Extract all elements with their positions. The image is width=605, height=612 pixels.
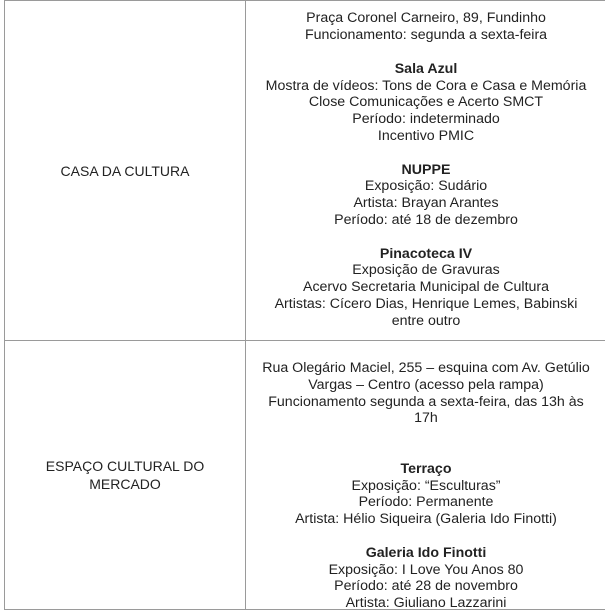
detail-line: Período: Permanente <box>254 494 598 511</box>
detail-line: Período: até 18 de dezembro <box>254 212 598 229</box>
detail-line: Artistas: Cícero Dias, Henrique Lemes, Babinski <box>254 296 598 313</box>
section-heading: NUPPE <box>254 162 598 179</box>
venue-cell <box>5 341 246 610</box>
spacer <box>254 427 598 444</box>
detail-line: Artista: Hélio Siqueira (Galeria Ido Finotti) <box>254 511 598 528</box>
venue-name: CASA DA CULTURA <box>5 162 245 180</box>
spacer <box>254 145 598 162</box>
venue-name: ESPAÇO CULTURAL DO MERCADO <box>5 457 245 493</box>
detail-line: Rua Olegário Maciel, 255 – esquina com Av. Getúlio <box>254 360 598 377</box>
spacer <box>254 44 598 61</box>
section-heading: Sala Azul <box>254 61 598 78</box>
spacer <box>254 528 598 545</box>
section-heading: Galeria Ido Finotti <box>254 545 598 562</box>
detail-line: 17h <box>254 410 598 427</box>
events-table <box>4 0 605 610</box>
detail-line: Exposição: Sudário <box>254 178 598 195</box>
details-cell <box>246 1 605 341</box>
detail-line: Período: até 28 de novembro <box>254 578 598 595</box>
detail-line: entre outro <box>254 313 598 330</box>
details-cell <box>246 341 605 610</box>
detail-line: Praça Coronel Carneiro, 89, Fundinho <box>254 10 598 27</box>
venue-cell <box>5 1 246 341</box>
detail-line: Artista: Brayan Arantes <box>254 195 598 212</box>
detail-line: Funcionamento segunda a sexta-feira, das 13h às <box>254 394 598 411</box>
venue-details <box>246 10 605 329</box>
detail-line: Exposição: “Esculturas” <box>254 478 598 495</box>
detail-line: Funcionamento: segunda a sexta-feira <box>254 27 598 44</box>
detail-line: Artista: Giuliano Lazzarini <box>254 595 598 612</box>
table-row <box>5 1 605 341</box>
detail-line: Período: indeterminado <box>254 111 598 128</box>
table-row <box>5 341 605 610</box>
detail-line: Mostra de vídeos: Tons de Cora e Casa e Memória <box>254 78 598 95</box>
detail-line: Vargas – Centro (acesso pela rampa) <box>254 377 598 394</box>
detail-line: Acervo Secretaria Municipal de Cultura <box>254 279 598 296</box>
detail-line: Exposição: I Love You Anos 80 <box>254 562 598 579</box>
detail-line: Incentivo PMIC <box>254 128 598 145</box>
venue-details <box>246 360 605 612</box>
section-heading: Terraço <box>254 461 598 478</box>
spacer <box>254 229 598 246</box>
spacer <box>254 444 598 461</box>
section-heading: Pinacoteca IV <box>254 246 598 263</box>
detail-line: Close Comunicações e Acerto SMCT <box>254 94 598 111</box>
detail-line: Exposição de Gravuras <box>254 262 598 279</box>
